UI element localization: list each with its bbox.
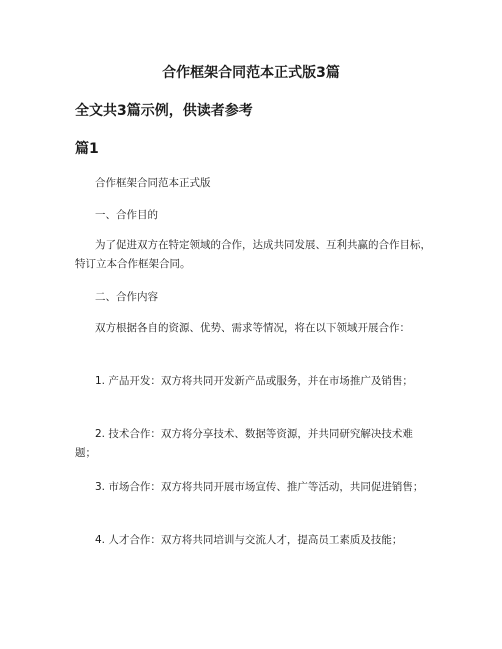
document-title: 合作框架合同范本正式版3篇 [162,65,340,81]
document-subtitle: 全文共3篇示例，供读者参考 [75,103,253,119]
paragraph-purpose: 为了促进双方在特定领域的合作，达成共同发展、互利共赢的合作目标，特订立本合作框架合同。 [75,239,431,270]
paragraph-heading-content: 二、合作内容 [95,291,158,303]
list-item-technology: 2. 技术合作：双方将分享技术、数据等资源，并共同研究解决技术难题； [75,428,413,459]
section-heading: 篇1 [75,141,99,157]
paragraph-content-intro: 双方根据各自的资源、优势、需求等情况，将在以下领域开展合作： [95,322,410,334]
list-item-market: 3. 市场合作：双方将共同开展市场宣传、推广等活动，共同促进销售； [95,481,424,493]
paragraph-heading-purpose: 一、合作目的 [95,209,158,221]
list-item-product: 1. 产品开发：双方将共同开发新产品或服务，并在市场推广及销售； [95,375,413,387]
paragraph-contract-name: 合作框架合同范本正式版 [95,177,211,189]
list-item-talent: 4. 人才合作：双方将共同培训与交流人才，提高员工素质及技能； [95,534,403,546]
